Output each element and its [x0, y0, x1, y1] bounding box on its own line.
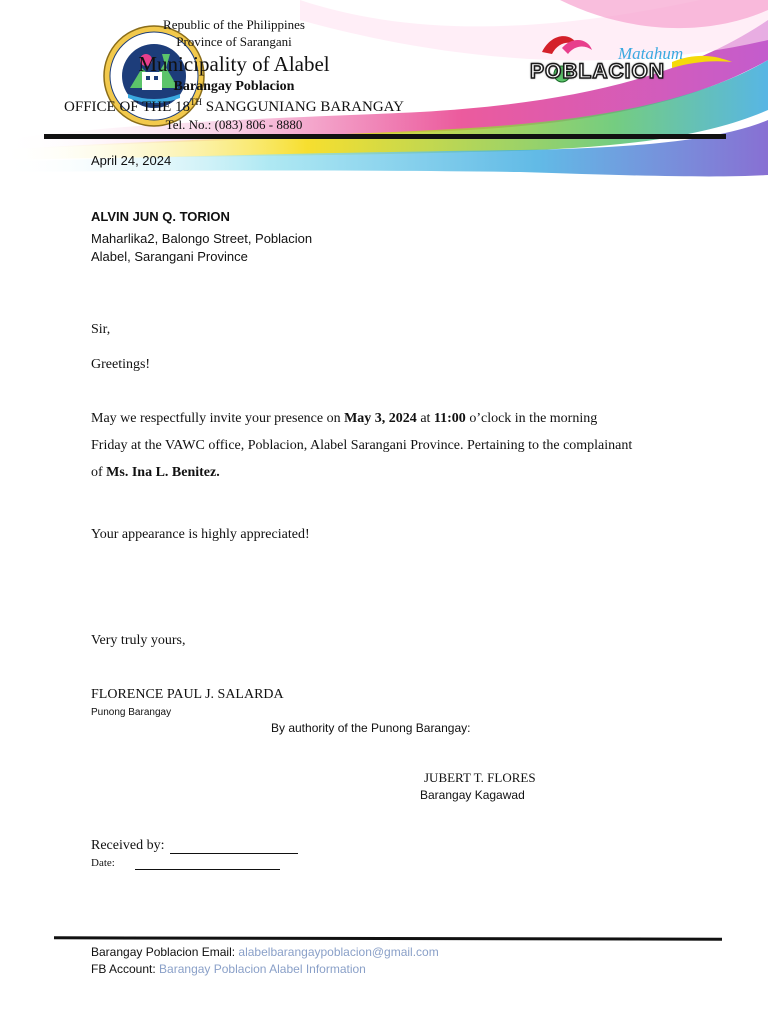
- header-office-prefix: OFFICE OF THE 18: [64, 99, 191, 115]
- addressee-line-2: Alabel, Sarangani Province: [91, 249, 248, 264]
- header-province: Province of Sarangani: [176, 34, 292, 49]
- meeting-time: 11:00: [433, 411, 466, 426]
- received-date-label: Date:: [91, 857, 115, 869]
- footer-email-link[interactable]: alabelbarangaypoblacion@gmail.com: [238, 945, 439, 959]
- body-text-2: at: [416, 411, 434, 426]
- body-line-3: [91, 465, 220, 481]
- header-republic: Republic of the Philippines: [163, 17, 305, 32]
- body-line-1: [91, 411, 597, 427]
- footer-email-label: Barangay Poblacion Email:: [91, 945, 239, 959]
- header-office: [0, 97, 618, 116]
- footer-fb-label: FB Account:: [91, 962, 160, 976]
- logo-word-text: POBLACION: [530, 60, 665, 83]
- addressee-line-1: Maharlika2, Balongo Street, Poblacion: [91, 231, 313, 246]
- body-line-2: Friday at the VAWC office, Poblacion, Alabel Sarangani Province. Pertaining to the complainant: [91, 438, 633, 453]
- body-text-3: o’clock in the morning: [465, 411, 598, 426]
- signer-name: FLORENCE PAUL J. SALARDA: [91, 687, 284, 702]
- received-by-label: Received by:: [91, 838, 165, 853]
- footer-fb-link[interactable]: Barangay Poblacion Alabel Information: [159, 962, 366, 976]
- body-text-4: of: [91, 465, 107, 480]
- header-telephone: Tel. No.: (083) 806 - 8880: [165, 117, 303, 132]
- complainant-name: Ms. Ina L. Benitez.: [106, 465, 220, 480]
- addressee-name: ALVIN JUN Q. TORION: [91, 209, 230, 224]
- received-by-signature-line: [170, 853, 298, 854]
- letter-date: April 24, 2024: [91, 153, 172, 168]
- received-date-line: [135, 869, 280, 870]
- signer-title: Punong Barangay: [91, 707, 172, 718]
- kagawad-name: JUBERT T. FLORES: [424, 770, 536, 785]
- footer-divider: [54, 936, 722, 940]
- closing: Very truly yours,: [91, 633, 186, 648]
- greetings: Greetings!: [91, 357, 151, 372]
- header-office-suffix: SANGGUNIANG BARANGAY: [202, 99, 404, 115]
- appreciation-line: Your appearance is highly appreciated!: [91, 527, 310, 542]
- footer-email-line: [91, 945, 439, 959]
- kagawad-title: Barangay Kagawad: [420, 788, 525, 802]
- header-divider: [44, 134, 726, 139]
- body-text-1: May we respectfully invite your presence on: [91, 411, 345, 426]
- header-municipality: Municipality of Alabel: [138, 52, 330, 76]
- authority-line: By authority of the Punong Barangay:: [271, 721, 471, 735]
- footer-fb-line: [91, 962, 366, 976]
- meeting-date: May 3, 2024: [344, 411, 417, 426]
- header-office-sup: TH: [190, 97, 203, 107]
- header-barangay: Barangay Poblacion: [173, 79, 295, 94]
- logo-script-text: Matahum: [618, 44, 684, 63]
- salutation: Sir,: [91, 322, 111, 337]
